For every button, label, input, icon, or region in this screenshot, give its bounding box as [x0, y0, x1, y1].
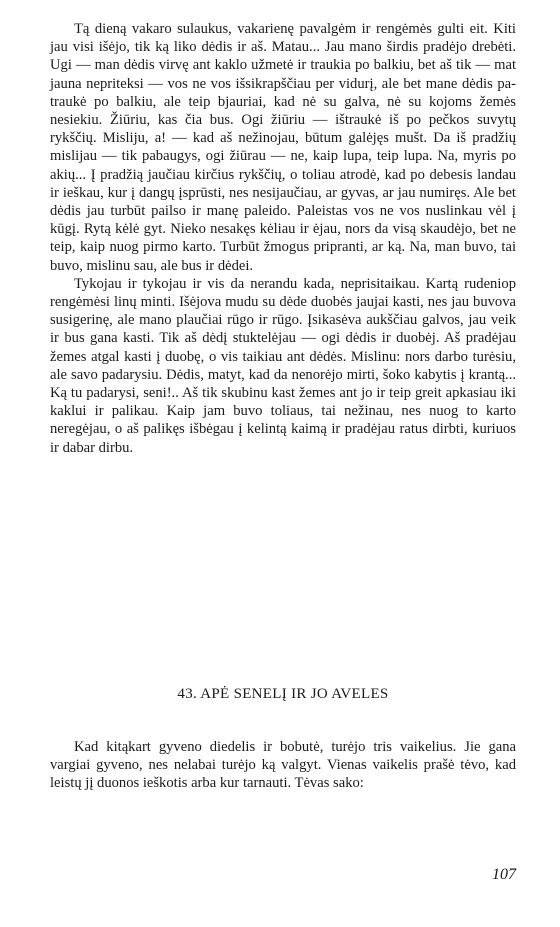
- paragraph: Tą dieną vakaro sulaukus, vakarienę pavalgėm ir rengėmės gulti eit. Kiti jau visi išėjo, tik ką liko dėdis ir aš. Matau... Jau mano širdis pradėjo drebėti. Ugi — man dėdis virvę ant kaklo užmetė ir traukia po balkiu, bet aš tik — mat jauna nepriteksi — vos ne vos išsikrapščiau per vidurį, ale bet mane dėdis patraukė po balkiu, ale teip bjauriai, kad nė su galva, nė su kojoms žemės nesiekiu. Žiūriu, kas čia bus. Ogi žiūriu — ištraukė iš po pečkos suvytų rykščių. Misliju, a! — kad aš nežinojau, būtum galėjęs mušt. Da iš pradžių mislijau — tik pabaugys, ogi žiūrau — ne, kaip lupa, teip lupa. Na, myris po akių... Į pradžią jaučiau kirčius rykščių, o toliau atrodė, kad po debesis landau ir ieškau, kur į dangų įsprūsti, nes nesijaučiau, ar gyvas, ar jau numiręs. Ale bet dėdis jau turbūt pailso ir manę paleido. Paleistas vos ne vos nuslinkau vėl į kūgį. Rytą kėlė gyt. Nieko nesakęs kėliau ir ėjau, nors da visą skaudėjo, bet ne teip, kaip nuog pirmo karto. Turbūt žmogus pripranti, ar ką. Na, man buvo, tai buvo, mislinu sau, ale bus ir dėdei.: [50, 21, 516, 274]
- story-continuation: [50, 20, 516, 457]
- paragraph: Tykojau ir tykojau ir vis da nerandu kada, neprisitaikau. Kartą rudeniop rengėmėsi linų minti. Išėjova mudu su dėde duobės jaujai kasti, nes jau buvova susigerinę, ale mano plaučiai rūgo ir rūgo. Įsikasėva aukščiau galvos, jau veik ir bus gana kasti. Tik aš dėdį stuktelėjau — ogi dėdis ir duobėj. Aš pradėjau žemes atgal kasti į duobę, o vis taikiau ant dėdės. Mislinu: nors darbo turėsiu, ale savo padarysiu. Dėdis, matyt, kad da nenorėjo mirti, šoko kabytis į krantą... Ką tu padarysi, seni!.. Aš tik skubinu kast žemes ant jo ir teip greit apkasiau iki kaklui ir palikau. Kaip jam buvo toliaus, tai nežinau, nes nuog to karto neregėjau, o aš palikęs išbėgau į kelintą kaimą ir pradėjau ratus dirbti, kuriuos ir dabar dirbu.: [50, 275, 516, 456]
- story-heading: 43. APĖ SENELĮ IR JO AVELES: [177, 686, 389, 702]
- story-opening: [50, 738, 516, 793]
- paragraph: Kad kitąkart gyveno diedelis ir bobutė, turėjo tris vaikelius. Jie gana vargiai gyveno, nes nelabai turėjo ką valgyt. Vienas vaikelis prašė tėvo, kad leistų jį duonos ieškotis arba kur tarnauti. Tėvas sako:: [50, 739, 516, 792]
- page-number: 107: [492, 866, 516, 883]
